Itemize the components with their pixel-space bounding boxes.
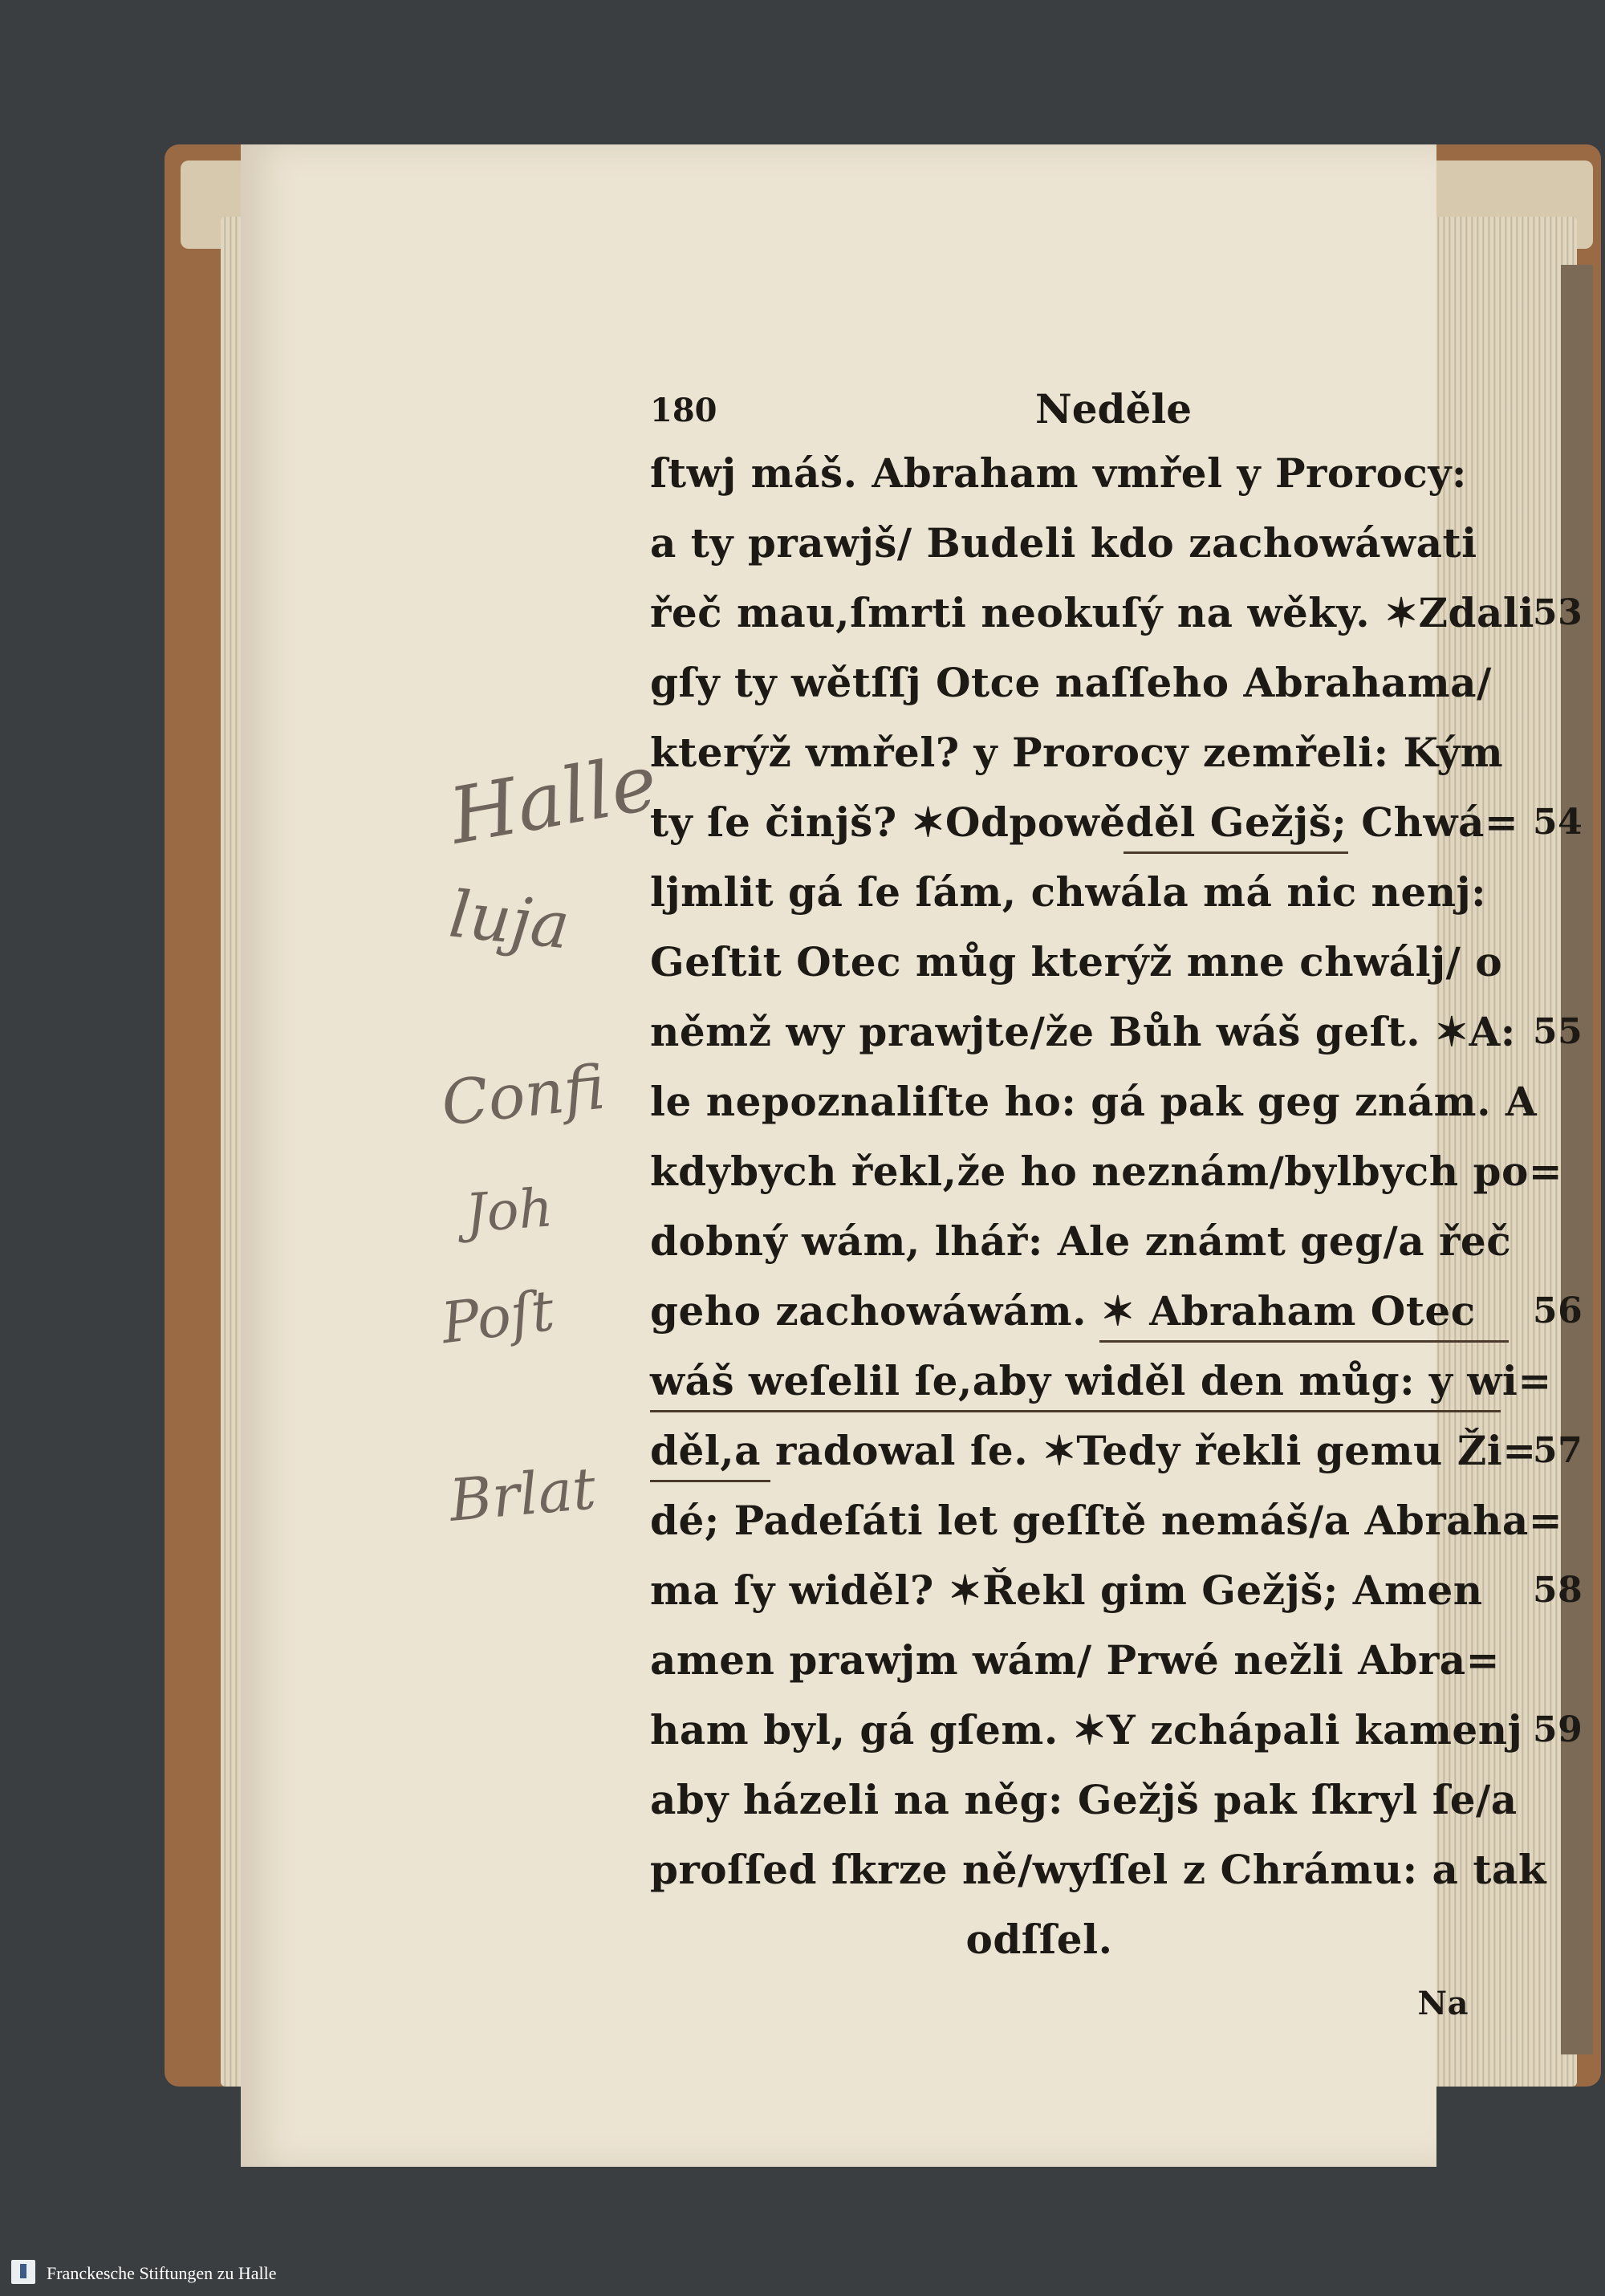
line-text: děl,a radowal ſe. ✶Tedy řekli gemu Ži=	[650, 1427, 1537, 1474]
verse-number: 57	[1533, 1430, 1583, 1471]
text-line	[650, 1136, 1563, 1206]
line-text: němž wy prawjte/že Bůh wáš geſt. ✶A:	[650, 1008, 1516, 1055]
verse-number: 58	[1533, 1570, 1583, 1611]
verse-number: 56	[1533, 1290, 1583, 1331]
handwritten-underline	[650, 1410, 1501, 1412]
text-line	[650, 1695, 1583, 1765]
marginal-note: Halle	[443, 737, 664, 862]
text-line	[650, 1067, 1549, 1136]
line-text: gſy ty wětſſj Otce naſſeho Abrahama/	[650, 659, 1492, 706]
line-text: kterýž vmřel? y Prorocy zemřeli: Kým	[650, 729, 1504, 776]
text-line	[650, 578, 1583, 648]
text-line	[650, 857, 1549, 927]
page-header	[650, 377, 1549, 438]
marginal-note: Brlat	[446, 1454, 599, 1534]
text-line	[650, 1835, 1549, 1904]
line-text: ty ſe činjš? ✶Odpowěděl Gežjš; Chwá=	[650, 799, 1519, 846]
text-line	[650, 1346, 1552, 1416]
line-text: ham byl, gá gſem. ✶Y zchápali kamenj	[650, 1706, 1523, 1753]
line-text: proſſed ſkrze ně/wyſſel z Chrámu: a tak	[650, 1846, 1546, 1893]
page-text-block	[650, 377, 1583, 2022]
verse-number: 54	[1533, 802, 1583, 843]
marginal-note: Poſt	[437, 1277, 558, 1357]
line-text: ma ſy widěl? ✶Řekl gim Gežjš; Amen	[650, 1567, 1483, 1614]
text-line	[650, 508, 1549, 578]
catchword: Na	[1417, 1985, 1469, 2022]
text-line	[650, 1416, 1583, 1485]
verse-number: 55	[1533, 1011, 1583, 1052]
line-text: ſtwj máš. Abraham vmřel y Prorocy:	[650, 449, 1467, 497]
line-text: odſſel.	[965, 1916, 1113, 1963]
footer-bar	[0, 2247, 1605, 2296]
line-text: wáš weſelil ſe,aby widěl den můg: y wi=	[650, 1357, 1552, 1404]
handwritten-underline	[1099, 1340, 1509, 1343]
line-text: geho zachowáwám. ✶ Abraham Otec	[650, 1287, 1476, 1335]
line-text: řeč mau,ſmrti neokuſý na wěky. ✶Zdali	[650, 589, 1534, 636]
book-right-edge	[1561, 265, 1593, 2054]
text-line	[650, 717, 1549, 787]
running-head: Neděle	[1035, 385, 1193, 433]
line-text: aby házeli na něg: Gežjš pak ſkryl ſe/a	[650, 1776, 1518, 1823]
text-line	[650, 927, 1549, 997]
line-text: dé; Padeſáti let geſſtě nemáš/a Abraha=	[650, 1497, 1563, 1544]
text-line	[650, 1904, 1549, 2022]
handwritten-underline	[650, 1480, 770, 1482]
text-line	[650, 1485, 1563, 1555]
line-text: kdybych řekl,že ho neznám/bylbych po=	[650, 1148, 1563, 1195]
line-text: amen prawjm wám/ Prwé nežli Abra=	[650, 1636, 1501, 1684]
text-line	[650, 1276, 1583, 1346]
text-line	[650, 1765, 1549, 1835]
marginal-note: luja	[445, 876, 574, 964]
line-text: ljmlit gá ſe ſám, chwála má nic nenj:	[650, 868, 1487, 916]
text-line	[650, 787, 1583, 857]
verse-number: 53	[1533, 592, 1583, 633]
text-line	[650, 997, 1583, 1067]
text-line	[650, 648, 1549, 717]
footer-institution-name: Franckesche Stiftungen zu Halle	[47, 2263, 277, 2283]
line-text: Geſtit Otec můg kterýž mne chwálj/ o	[650, 938, 1503, 985]
verse-number: 59	[1533, 1709, 1583, 1750]
text-line	[650, 1555, 1583, 1625]
marginal-note: Confi	[437, 1050, 608, 1140]
line-text: le nepoznaliſte ho: gá pak geg znám. A	[650, 1078, 1538, 1125]
text-line	[650, 438, 1549, 508]
page-number: 180	[650, 392, 717, 429]
text-line	[650, 1206, 1549, 1276]
text-line	[650, 1625, 1549, 1695]
institution-logo-icon	[11, 2260, 35, 2284]
marginal-note: Joh	[463, 1176, 555, 1245]
handwritten-underline	[1124, 851, 1348, 854]
handwritten-marginalia	[433, 737, 664, 1838]
line-text: a ty prawjš/ Budeli kdo zachowáwati	[650, 519, 1477, 567]
line-text: dobný wám, lhář: Ale známt geg/a řeč	[650, 1217, 1512, 1265]
